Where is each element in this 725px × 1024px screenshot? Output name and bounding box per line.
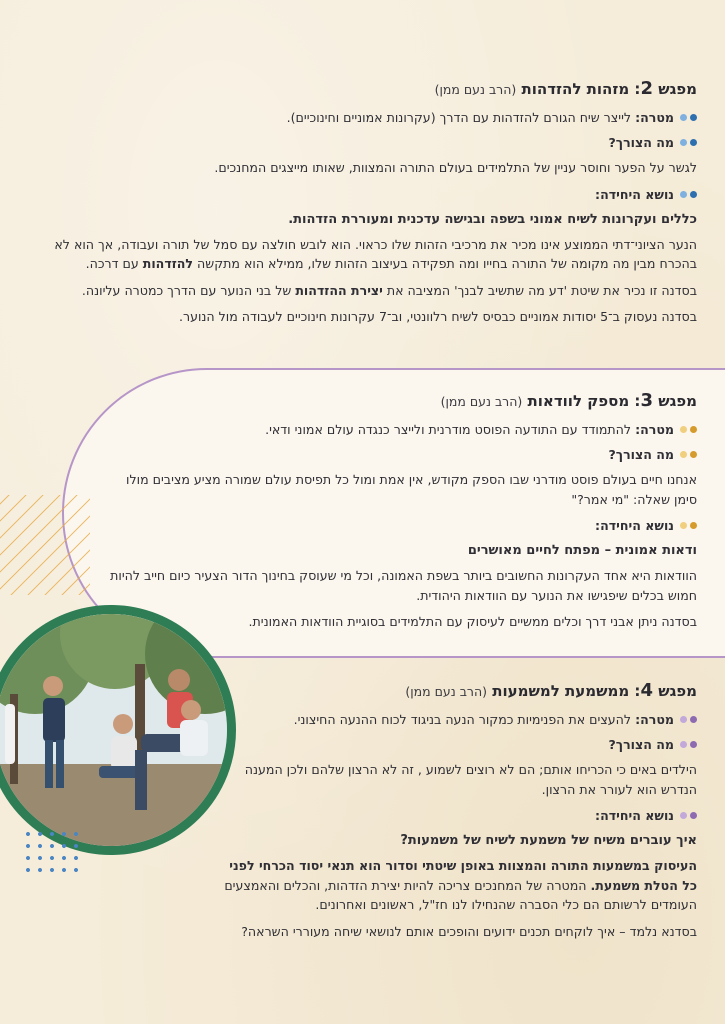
paragraph-1: הנער הציוני־דתי הממוצע אינו מכיר את מרכיבי הזהות שלו כראוי. הוא לובש חולצה עם סמל של תורה ועבודה, אך הוא לא בהכרח מבין מה מקומה של התורה בחייו ומה תפקידה בעיצוב הזהות שלו, ממילא הוא מתקשה להזדהות עם דרכה.: [54, 236, 697, 271]
need-text: אנחנו חיים בעולם פוסט מודרני שבו הספק מקודש, אין אמת ומול כל תפיסת עולם שמורה מציע מציבים מולו סימן שאלה: "מי אמר?": [126, 472, 697, 507]
bullet-dots-icon: [680, 133, 697, 146]
section-title: מפגש 3: מספק לוודאות (הרב נעם ממן): [440, 390, 697, 411]
paragraph-1: הוודאות היא אחד העקרונות החשובים ביותר בשפת האמונה, וכל מי שעוסק בחינוך הדור הצעיר כיום חייב להיות חמוש בכלים שיפגישו את הנוער עם הוודאות היהודית.: [110, 568, 697, 603]
goal-row: מטרה: להעצים את הפנימיות כמקור הנעה בניגוד לכוח ההנעה החיצוני.: [217, 710, 697, 729]
topic-title: כללים ועקרונות לשיח אמוני בשפה ובגישה עדכנית ומעוררת הזדהות.: [288, 211, 697, 227]
section-meeting-4: [217, 680, 697, 948]
students-photo-illustration: [0, 614, 227, 846]
topic-row: נושא היחידה:: [27, 185, 697, 204]
need-row: מה הצורך?: [27, 133, 697, 152]
bullet-dots-icon: [680, 735, 697, 748]
author: (הרב נעם ממן): [405, 684, 488, 699]
author: (הרב נעם ממן): [434, 82, 517, 97]
bullet-dots-icon: [680, 420, 697, 433]
paragraph-2: בסדנה ניתן אבני דרך וכלים ממשיים לעיסוק עם התלמידים בסוגיית הוודאות האמונית.: [248, 614, 697, 629]
bullet-dots-icon: [680, 806, 697, 819]
bullet-dots-icon: [680, 108, 697, 121]
need-text: לגשר על הפער וחוסר עניין של התלמידים בעולם התורה והמצוות, שאותו מייצגים המחנכים.: [214, 160, 697, 175]
need-row: מה הצורך?: [217, 735, 697, 754]
need-row: מה הצורך?: [107, 445, 697, 464]
decorative-dot-grid: [22, 828, 82, 878]
bullet-dots-icon: [680, 185, 697, 198]
topic-row: נושא היחידה:: [217, 806, 697, 825]
paragraph-2: בסדנא נלמד – איך לוקחים תכנים ידועים והופכים אותם לנושאי שיחה מעוררי השראה?: [241, 923, 697, 939]
decorative-stripes: [0, 495, 90, 595]
goal-row: מטרה: לייצר שיח הגורם להזדהות עם הדרך (עקרונות אמוניים וחינוכיים).: [27, 108, 697, 127]
bullet-dots-icon: [680, 710, 697, 723]
paragraph-3: בסדנה נעסוק ב־5 יסודות אמוניים כבסיס לשיח רלוונטי, וב־7 עקרונות חינוכיים לעבודה מול הנוער.: [178, 309, 697, 324]
goal-row: מטרה: להתמודד עם התודעה הפוסט מודרנית ולייצר כנגדה עולם אמוני ודאי.: [107, 420, 697, 439]
need-text: הילדים באים כי הכריחו אותם; הם לא רוצים לשמוע , זה לא הרצון שלהם ולכן המענה הנדרש הוא לעורר את הרצון.: [244, 762, 697, 797]
paragraph-2: בסדנה זו נכיר את שיטת 'דע מה שתשיב לבנך' המציבה את יצירת ההזדהות של בני הנוער עם הדרך כמטרה עליונה.: [81, 282, 697, 298]
section-meeting-3: [107, 390, 697, 639]
section-meeting-2: [27, 78, 697, 334]
author: (הרב נעם ממן): [440, 394, 523, 409]
topic-title: ודאות אמונית – מפתח לחיים מאושרים: [467, 543, 697, 558]
section-title: מפגש 4: ממשמעת למשמעות (הרב נעם ממן): [405, 680, 697, 701]
bullet-dots-icon: [680, 445, 697, 458]
section-title: מפגש 2: מזהות להזדהות (הרב נעם ממן): [434, 78, 697, 99]
topic-title: איך עוברים משיח של משמעת לשיח של משמעות?: [400, 833, 697, 848]
topic-row: נושא היחידה:: [107, 516, 697, 535]
bullet-dots-icon: [680, 516, 697, 529]
paragraph-1: העיסוק במשמעות התורה והמצוות באופן שיטתי וסדור הוא תנאי יסוד הכרחי לפני כל הטלת משמעת. המטרה של המחנכים צריכה להיות יצירת הזדהות, והכלים והאמצעים העומדים לרשותם הם כלי הסברה שהנחילו לנו חז"ל, ראשונים ואחרונים.: [224, 858, 697, 912]
